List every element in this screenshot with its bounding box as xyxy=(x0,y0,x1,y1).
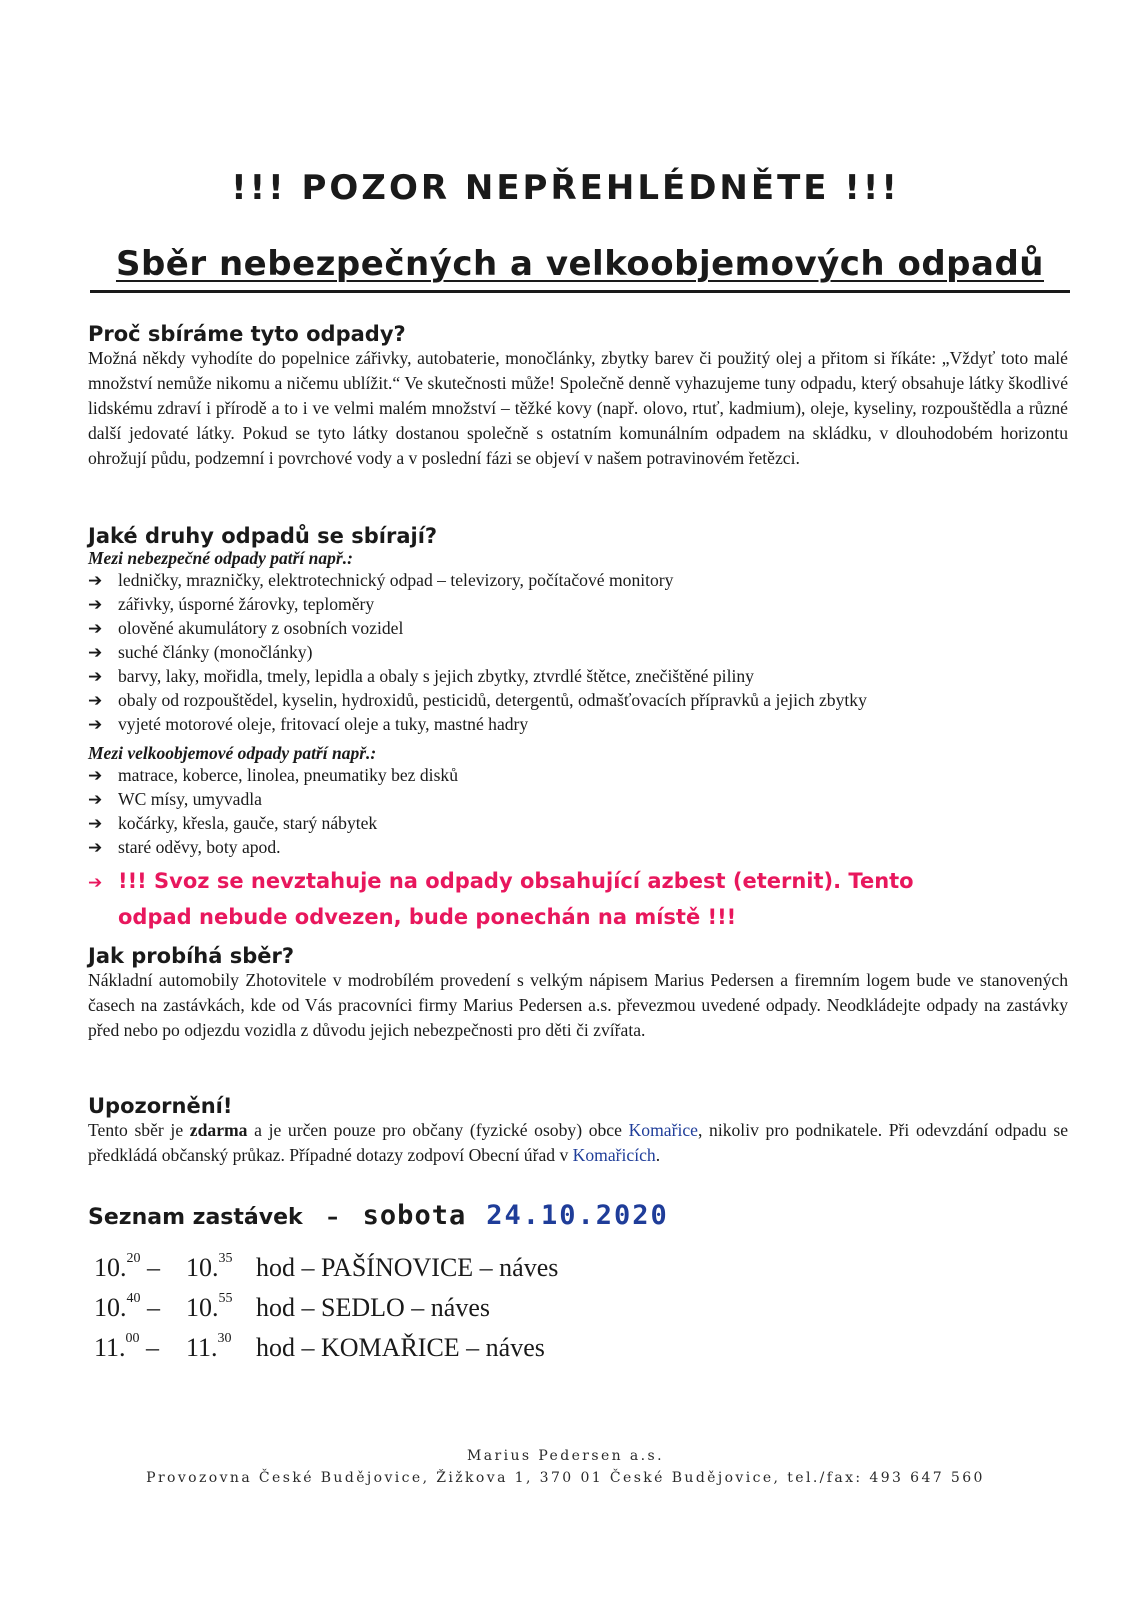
arrow-right-icon: ➔ xyxy=(88,667,103,687)
list-item xyxy=(88,764,1068,788)
stops-section xyxy=(88,1200,1068,1373)
section-how xyxy=(88,944,1068,1043)
list-item-text: kočárky, křesla, gauče, starý nábytek xyxy=(118,813,378,833)
stop-time-from: 10.40 – xyxy=(94,1291,160,1322)
page-title: !!! POZOR NEPŘEHLÉDNĚTE !!! xyxy=(231,168,900,208)
stop-time-to: 10.55 xyxy=(186,1291,233,1322)
list-item xyxy=(88,689,1068,713)
arrow-right-icon: ➔ xyxy=(88,643,103,663)
village-name-locative: Komařicích xyxy=(572,1145,656,1165)
list-item xyxy=(88,788,1068,812)
section-why-heading: Proč sbíráme tyto odpady? xyxy=(88,322,406,346)
stop-place: hod – SEDLO – náves xyxy=(256,1293,490,1322)
stop-row xyxy=(94,1333,1068,1363)
section-how-heading: Jak probíhá sběr? xyxy=(88,944,295,968)
list-item xyxy=(88,713,1068,737)
stop-row xyxy=(94,1293,1068,1323)
arrow-right-icon: ➔ xyxy=(88,790,103,810)
stop-time-to: 10.35 xyxy=(186,1251,233,1282)
section-notice-heading: Upozornění! xyxy=(88,1094,233,1118)
arrow-right-icon: ➔ xyxy=(88,691,103,711)
warning-line-2: odpad nebude odvezen, bude ponechán na místě !!! xyxy=(118,905,737,929)
arrow-right-icon: ➔ xyxy=(88,766,103,786)
list-item-text: vyjeté motorové oleje, fritovací oleje a tuky, mastné hadry xyxy=(118,714,529,734)
stop-place: hod – KOMAŘICE – náves xyxy=(256,1333,545,1362)
section-notice-text: Tento sběr je zdarma a je určen pouze pro občany (fyzické osoby) obce Komařice, nikoliv pro podnikatele. Při odevzdání odpadu se předkládá občanský průkaz. Případné dotazy zodpoví Obecní úřad v Komařicích. xyxy=(88,1120,1069,1165)
list-item xyxy=(88,812,1068,836)
footer-company: Marius Pedersen a.s. xyxy=(467,1448,664,1464)
list-item-text: ledničky, mrazničky, elektrotechnický odpad – televizory, počítačové monitory xyxy=(118,570,674,590)
asbestos-warning xyxy=(88,864,1068,934)
hazardous-list xyxy=(88,569,1068,737)
warning-line-1: !!! Svoz se nevztahuje na odpady obsahující azbest (eternit). Tento xyxy=(118,869,914,893)
section-types-heading: Jaké druhy odpadů se sbírají? xyxy=(88,524,438,548)
list-item-text: staré oděvy, boty apod. xyxy=(118,837,281,857)
arrow-right-icon: ➔ xyxy=(88,571,103,591)
stop-place: hod – PAŠÍNOVICE – náves xyxy=(256,1253,559,1282)
list-item-text: zářivky, úsporné žárovky, teploměry xyxy=(118,594,375,614)
stops-date: 24.10.2020 xyxy=(486,1200,669,1231)
page-subtitle: Sběr nebezpečných a velkoobjemových odpadů xyxy=(90,244,1070,293)
list-item-text: barvy, laky, mořidla, tmely, lepidla a obaly s jejich zbytky, ztvrdlé štětce, znečištěné piliny xyxy=(118,666,754,686)
section-why-text: Možná někdy vyhodíte do popelnice zářivky, autobaterie, monočlánky, zbytky barev či použitý olej a přitom si říkáte: „Vždyť toto malé množství nemůže nikomu a ničemu ublížit.“ Ve skutečnosti může! Společně denně vyhazujeme tuny odpadu, který obsahuje látky škodlivé lidskému zdraví i přírodě a to i ve velmi malém množství – těžké kovy (např. olovo, rtuť, kadmium), oleje, kyseliny, rozpouštědla a různé další jedovaté látky. Pokud se tyto látky dostanou společně s ostatním komunálním odpadem na skládku, v dlouhodobém horizontu ohrožují půdu, podzemní i povrchové vody a v poslední fázi se objeví v našem potravinovém řetězci. xyxy=(88,348,1068,468)
arrow-right-icon: ➔ xyxy=(88,595,103,615)
list-item xyxy=(88,836,1068,860)
section-how-text: Nákladní automobily Zhotovitele v modrobílém provedení s velkým nápisem Marius Pedersen a firemním logem bude ve stanovených časech na zastávkách, kde od Vás pracovníci firmy Marius Pedersen a.s. převezmou uvedené odpady. Neodkládejte odpady na zastávky před nebo po odjezdu vozidla z důvodu jejich nebezpečnosti pro děti či zvířata. xyxy=(88,970,1068,1040)
list-item-text: olověné akumulátory z osobních vozidel xyxy=(118,618,404,638)
stops-list xyxy=(88,1253,1068,1363)
stop-time-from: 10.20 – xyxy=(94,1251,160,1282)
stop-time-from: 11.00 – xyxy=(94,1331,160,1362)
list-item xyxy=(88,569,1068,593)
section-why xyxy=(88,322,1068,471)
list-item-text: suché články (monočlánky) xyxy=(118,642,313,662)
section-types xyxy=(88,524,1068,934)
bulky-lead: Mezi velkoobjemové odpady patří např.: xyxy=(88,743,377,763)
list-item-text: obaly od rozpouštědel, kyselin, hydroxidů, pesticidů, detergentů, odmašťovacích přípravků a jejich zbytky xyxy=(118,690,867,710)
arrow-right-icon: ➔ xyxy=(88,873,103,893)
bulky-list xyxy=(88,764,1068,860)
list-item xyxy=(88,641,1068,665)
list-item xyxy=(88,593,1068,617)
free-emphasis: zdarma xyxy=(189,1120,248,1140)
arrow-right-icon: ➔ xyxy=(88,814,103,834)
list-item xyxy=(88,617,1068,641)
stop-row xyxy=(94,1253,1068,1283)
stops-day: sobota xyxy=(362,1200,467,1231)
section-notice xyxy=(88,1094,1068,1168)
list-item-text: WC mísy, umyvadla xyxy=(118,789,262,809)
stop-time-to: 11.30 xyxy=(186,1331,232,1362)
arrow-right-icon: ➔ xyxy=(88,715,103,735)
hazardous-lead: Mezi nebezpečné odpady patří např.: xyxy=(88,548,353,568)
village-name: Komařice xyxy=(628,1120,698,1140)
arrow-right-icon: ➔ xyxy=(88,838,103,858)
list-item xyxy=(88,665,1068,689)
stops-heading: Seznam zastávek – sobota 24.10.2020 xyxy=(88,1200,669,1231)
arrow-right-icon: ➔ xyxy=(88,619,103,639)
list-item-text: matrace, koberce, linolea, pneumatiky bez disků xyxy=(118,765,459,785)
footer-address: Provozovna České Budějovice, Žižkova 1, 370 01 České Budějovice, tel./fax: 493 647 560 xyxy=(146,1470,985,1486)
